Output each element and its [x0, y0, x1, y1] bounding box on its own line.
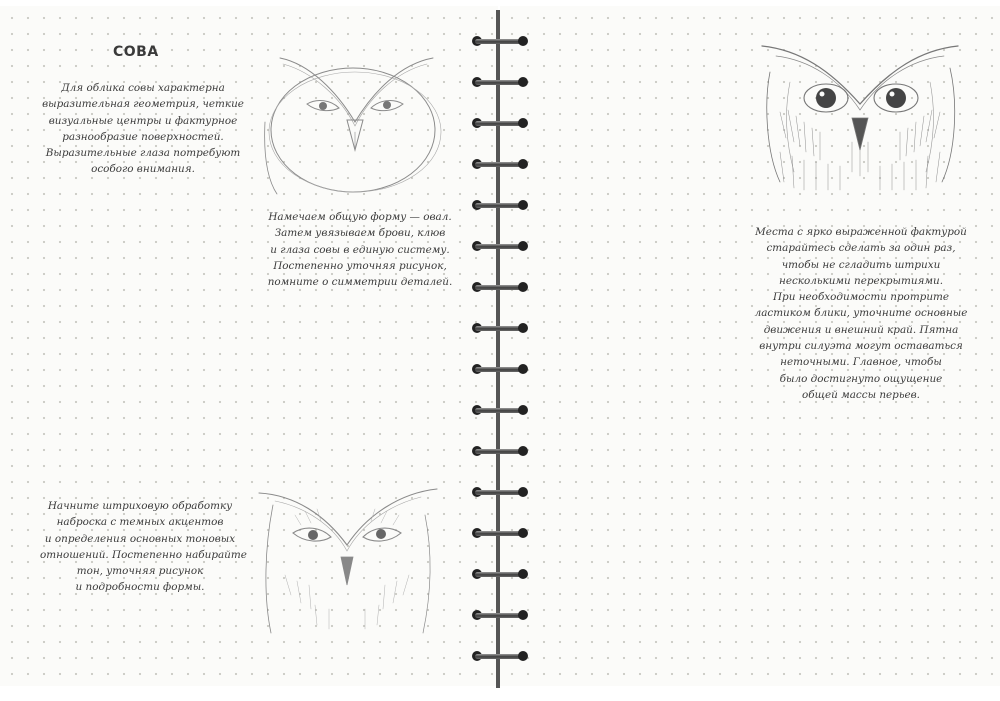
- intro-line: Для облика совы характерна: [61, 82, 225, 94]
- ring-hole: [518, 200, 528, 210]
- step1-caption: [262, 209, 458, 290]
- ring-hole: [518, 487, 528, 497]
- notebook-spine: [496, 10, 500, 688]
- spiral-ring: [472, 36, 528, 48]
- step3-line: было достигнуто ощущение: [779, 372, 943, 385]
- step1-line: Постепенно уточняя рисунок,: [273, 259, 447, 272]
- ring-hole: [518, 610, 528, 620]
- ring-hole: [518, 159, 528, 169]
- step3-line: старайтесь сделать за один раз,: [766, 242, 956, 255]
- ring-hole: [518, 118, 528, 128]
- step2-line: и подробности формы.: [75, 581, 205, 594]
- step1-line: и глаза совы в единую систему.: [270, 243, 450, 256]
- step1-line: Намечаем общую форму — овал.: [268, 211, 452, 223]
- ring-hole: [518, 282, 528, 292]
- spiral-ring: [472, 77, 528, 89]
- step1-line: Затем увязываем брови, клюв: [274, 227, 446, 240]
- step3-line: движения и внешний край. Пятна: [763, 323, 959, 336]
- ring-hole: [518, 77, 528, 87]
- spiral-ring: [472, 446, 528, 458]
- ring-hole: [518, 569, 528, 579]
- intro-line: Выразительные глаза потребуют: [45, 147, 241, 160]
- owl-shading-sketch: [255, 485, 440, 635]
- ring-hole: [518, 36, 528, 46]
- step3-line: внутри силуэта могут оставаться: [759, 340, 963, 353]
- ring-hole: [518, 528, 528, 538]
- step2-line: Начните штриховую обработку: [47, 500, 233, 512]
- ring-hole: [518, 323, 528, 333]
- spiral-ring: [472, 364, 528, 376]
- step3-line: При необходимости протрите: [772, 291, 950, 304]
- owl-finished-sketch: [760, 42, 960, 192]
- spiral-ring: [472, 569, 528, 581]
- spiral-ring: [472, 118, 528, 130]
- intro-line: визуальные центры и фактурное: [48, 114, 238, 127]
- ring-hole: [518, 364, 528, 374]
- step1-line: помните о симметрии деталей.: [267, 276, 453, 289]
- spiral-ring: [472, 323, 528, 335]
- ring-hole: [518, 651, 528, 661]
- intro-line: выразительная геометрия, четкие: [42, 98, 244, 111]
- spiral-ring: [472, 282, 528, 294]
- step3-line: неточными. Главное, чтобы: [780, 356, 942, 369]
- intro-text: [36, 80, 250, 178]
- step3-caption: [750, 224, 972, 403]
- ring-hole: [518, 446, 528, 456]
- step3-line: Места с ярко выраженной фактурой: [755, 226, 967, 238]
- spiral-ring: [472, 487, 528, 499]
- step3-line: несколькими перекрытиями.: [778, 274, 944, 287]
- step3-line: чтобы не сгладить штрихи: [781, 258, 941, 271]
- spiral-ring: [472, 651, 528, 663]
- spiral-ring: [472, 610, 528, 622]
- step2-line: отношений. Постепенно набирайте: [40, 548, 247, 561]
- spiral-ring: [472, 200, 528, 212]
- spiral-ring: [472, 159, 528, 171]
- spiral-ring: [472, 241, 528, 253]
- step2-caption: [40, 498, 247, 596]
- step2-line: наброска с темных акцентов: [56, 516, 224, 529]
- spiral-ring: [472, 405, 528, 417]
- intro-line: особого внимания.: [91, 163, 195, 176]
- page-title: СОВА: [113, 44, 159, 60]
- intro-line: разнообразие поверхностей.: [62, 130, 224, 143]
- step3-line: ластиком блики, уточните основные: [754, 307, 968, 320]
- ring-hole: [518, 405, 528, 415]
- step2-line: и определения основных тоновых: [44, 532, 236, 545]
- step3-line: общей массы перьев.: [801, 388, 920, 401]
- owl-oval-sketch: [255, 52, 450, 202]
- ring-hole: [518, 241, 528, 251]
- spiral-ring: [472, 528, 528, 540]
- step2-line: тон, уточняя рисунок: [76, 565, 204, 578]
